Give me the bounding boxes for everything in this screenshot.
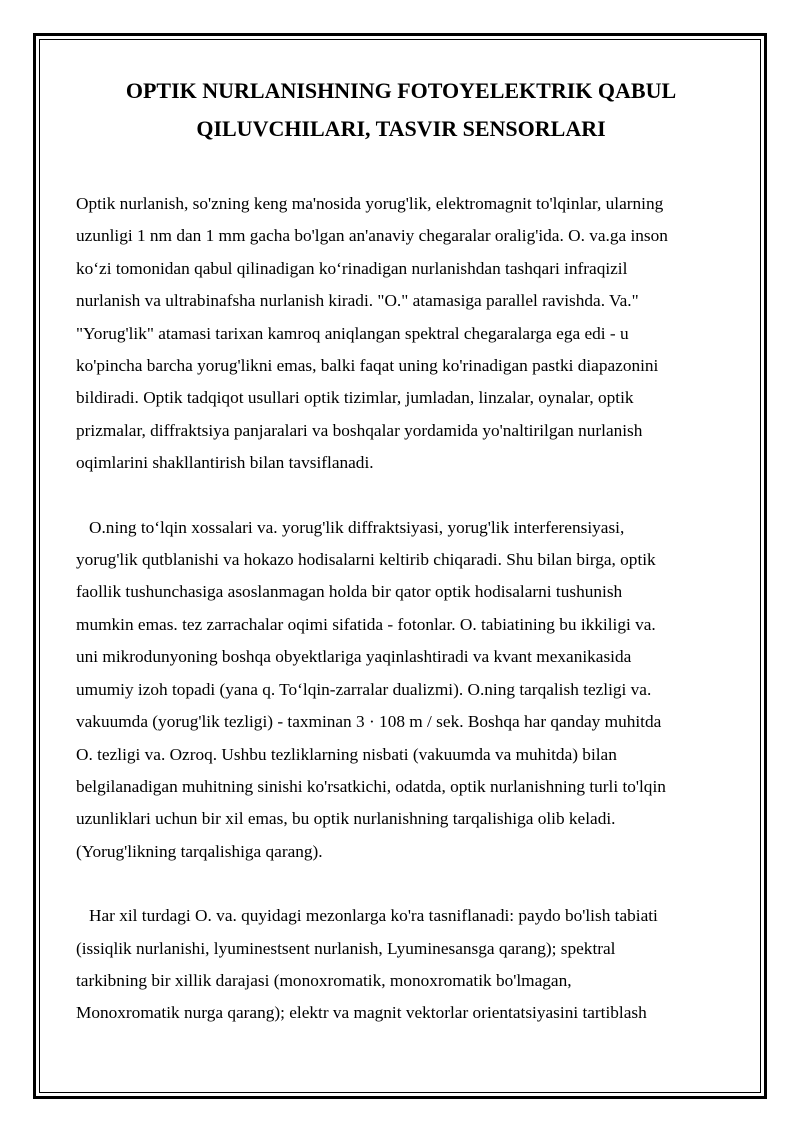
text-line: prizmalar, diffraktsiya panjaralari va boshqalar yordamida yo'naltirilgan nurlanish [76,420,643,440]
text-line: uzunliklari uchun bir xil emas, bu optik nurlanishning tarqalishiga olib keladi. [76,809,616,829]
text-line: ko'pincha barcha yorug'likni emas, balki faqat uning ko'rinadigan pastki diapazonini [76,356,659,376]
text-line: O.ning toʻlqin xossalari va. yorug'lik diffraktsiyasi, yorug'lik interferensiyasi, [89,517,625,537]
text-line: bildiradi. Optik tadqiqot usullari optik tizimlar, jumladan, linzalar, oynalar, optik [76,388,634,408]
text-line: uzunligi 1 nm dan 1 mm gacha bo'lgan an'anaviy chegaralar oralig'ida. O. va.ga inson [76,226,668,246]
text-line: (Yorug'likning tarqalishiga qarang). [76,841,323,861]
title-line: OPTIK NURLANISHNING FOTOYELEKTRIK QABUL [125,78,677,103]
text-line: nurlanish va ultrabinafsha nurlanish kiradi. "O." atamasiga parallel ravishda. Va." [76,291,639,311]
text-line: (issiqlik nurlanishi, lyuminestsent nurlanish, Lyuminesansga qarang); spektral [76,938,616,958]
text-line: koʻzi tomonidan qabul qilinadigan koʻrinadigan nurlanishdan tashqari infraqizil [76,258,628,278]
text-line: mumkin emas. tez zarrachalar oqimi sifatida - fotonlar. O. tabiatining bu ikkiligi va. [76,614,656,634]
text-line: uni mikrodunyoning boshqa obyektlariga yaqinlashtiradi va kvant mexanikasida [76,647,632,667]
text-line: umumiy izoh topadi (yana q. Toʻlqin-zarralar dualizmi). O.ning tarqalish tezligi va. [76,679,652,699]
paragraph-2 [76,512,726,868]
text-line: Monoxromatik nurga qarang); elektr va magnit vektorlar orientatsiyasini tartiblash [76,1003,647,1023]
text-line: yorug'lik qutblanishi va hokazo hodisalarni keltirib chiqaradi. Shu bilan birga, optik [76,550,656,570]
text-line: oqimlarini shakllantirish bilan tavsiflanadi. [76,453,374,473]
paragraph-3 [76,900,726,1030]
text-line: Optik nurlanish, so'zning keng ma'nosida yorug'lik, elektromagnit to'lqinlar, ularning [76,194,664,213]
text-line: vakuumda (yorug'lik tezligi) - taxminan 3 · 108 m / sek. Boshqa har qanday muhitda [76,712,662,732]
document-body [76,72,726,1030]
paragraph-1 [76,188,726,480]
title-line: QILUVCHILARI, TASVIR SENSORLARI [196,116,606,141]
text-line: "Yorug'lik" atamasi tarixan kamroq aniqlangan spektral chegaralarga ega edi - u [76,323,629,343]
text-line: tarkibning bir xillik darajasi (monoxromatik, monoxromatik bo'lmagan, [76,970,572,990]
text-line: belgilanadigan muhitning sinishi ko'rsatkichi, odatda, optik nurlanishning turli to'lqin [76,776,666,796]
text-line: faollik tushunchasiga asoslanmagan holda bir qator optik hodisalarni tushunish [76,582,623,602]
text-line: Har xil turdagi O. va. quyidagi mezonlarga ko'ra tasniflanadi: paydo bo'lish tabiati [89,906,658,926]
document-title [76,72,726,148]
text-line: O. tezligi va. Ozroq. Ushbu tezliklarning nisbati (vakuumda va muhitda) bilan [76,744,617,764]
